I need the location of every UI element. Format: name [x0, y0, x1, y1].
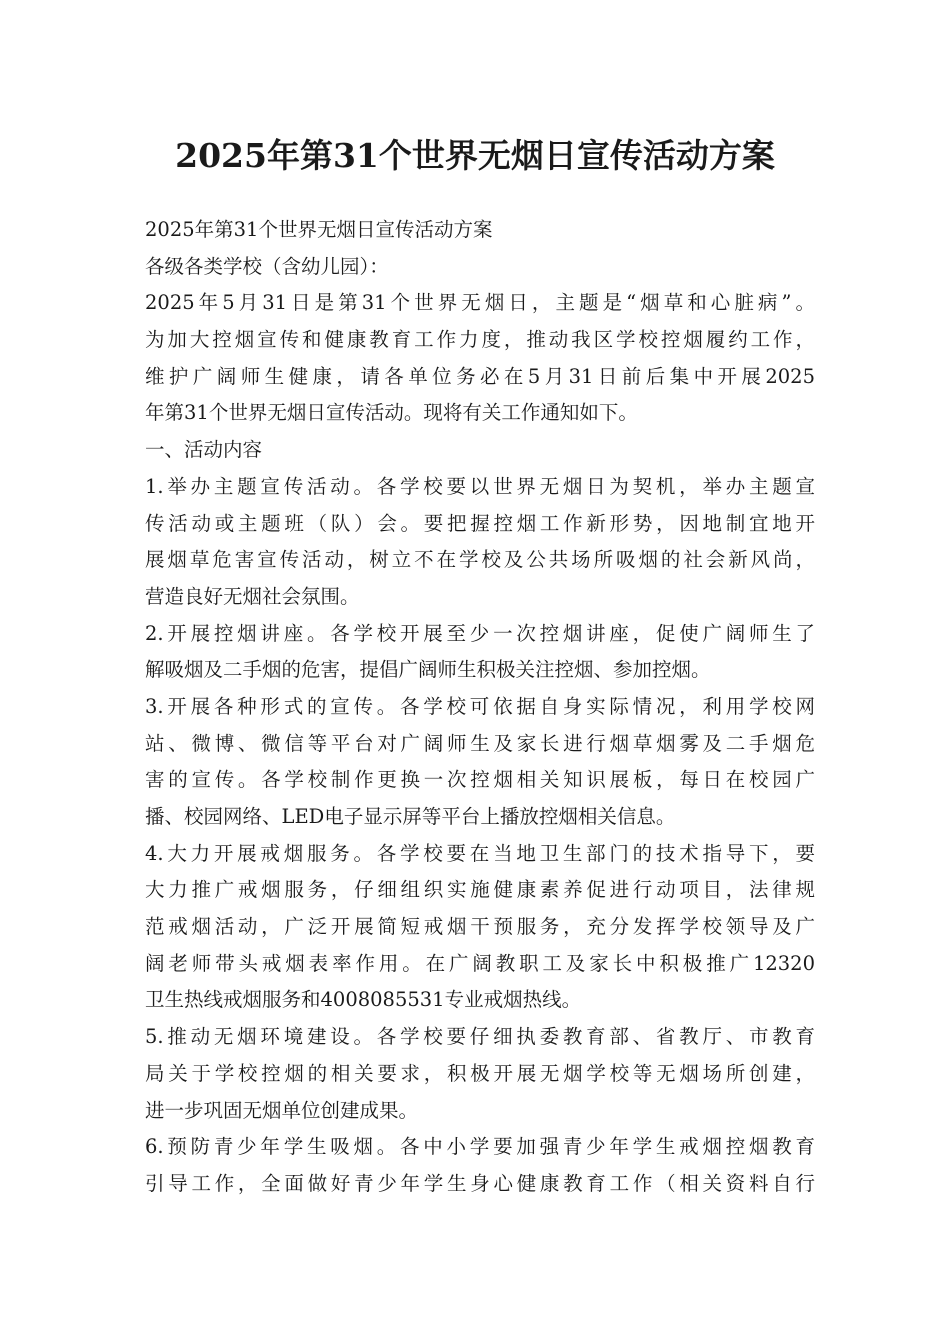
text-line: 传活动或主题班（队）会。要把握控烟工作新形势，因地制宜地开 [145, 511, 815, 535]
text-line: 营造良好无烟社会氛围。 [145, 584, 360, 608]
document-body [145, 212, 815, 1203]
text-line: 卫生热线戒烟服务和4008085531专业戒烟热线。 [145, 988, 582, 1012]
text-line: 解吸烟及二手烟的危害，提倡广阔师生积极关注控烟、参加控烟。 [145, 658, 711, 682]
text-line: 害的宣传。各学校制作更换一次控烟相关知识展板，每日在校园广 [145, 768, 815, 792]
text-line: 为加大控烟宣传和健康教育工作力度，推动我区学校控烟履约工作， [145, 328, 815, 352]
document-title: 2025年第31个世界无烟日宣传活动方案 [175, 136, 775, 175]
text-line: 引导工作，全面做好青少年学生身心健康教育工作（相关资料自行 [145, 1171, 815, 1195]
text-line: 站、微博、微信等平台对广阔师生及家长进行烟草烟雾及二手烟危 [145, 731, 815, 755]
text-line: 维护广阔师生健康，请各单位务必在5月31日前后集中开展2025 [145, 364, 815, 388]
text-line: 展烟草危害宣传活动，树立不在学校及公共场所吸烟的社会新风尚， [145, 548, 815, 572]
text-line: 年第31个世界无烟日宣传活动。现将有关工作通知如下。 [145, 401, 638, 425]
text-line: 2025年5月31日是第31个世界无烟日，主题是“烟草和心脏病”。 [145, 291, 815, 315]
text-line: 局关于学校控烟的相关要求，积极开展无烟学校等无烟场所创建， [145, 1061, 815, 1085]
text-line: 6.预防青少年学生吸烟。各中小学要加强青少年学生戒烟控烟教育 [145, 1135, 815, 1159]
text-line: 进一步巩固无烟单位创建成果。 [145, 1098, 419, 1122]
text-line: 播、校园网络、LED电子显示屏等平台上播放控烟相关信息。 [145, 805, 676, 828]
text-line: 5.推动无烟环境建设。各学校要仔细执委教育部、省教厅、市教育 [145, 1025, 815, 1049]
text-line: 2.开展控烟讲座。各学校开展至少一次控烟讲座，促使广阔师生了 [145, 621, 815, 645]
text-line: 1.举办主题宣传活动。各学校要以世界无烟日为契机，举办主题宣 [145, 474, 815, 498]
text-line: 大力推广戒烟服务，仔细组织实施健康素养促进行动项目，法律规 [145, 878, 815, 902]
text-line: 3.开展各种形式的宣传。各学校可依据自身实际情况，利用学校网 [145, 694, 815, 718]
text-line: 4.大力开展戒烟服务。各学校要在当地卫生部门的技术指导下，要 [145, 841, 815, 865]
text-line: 阔老师带头戒烟表率作用。在广阔教职工及家长中积极推广12320 [145, 951, 815, 975]
text-line: 一、活动内容 [145, 438, 263, 462]
text-line: 各级各类学校（含幼儿园）： [145, 254, 389, 278]
text-line: 范戒烟活动，广泛开展简短戒烟干预服务，充分发挥学校领导及广 [145, 915, 815, 939]
text-line: 2025年第31个世界无烟日宣传活动方案 [145, 218, 493, 241]
